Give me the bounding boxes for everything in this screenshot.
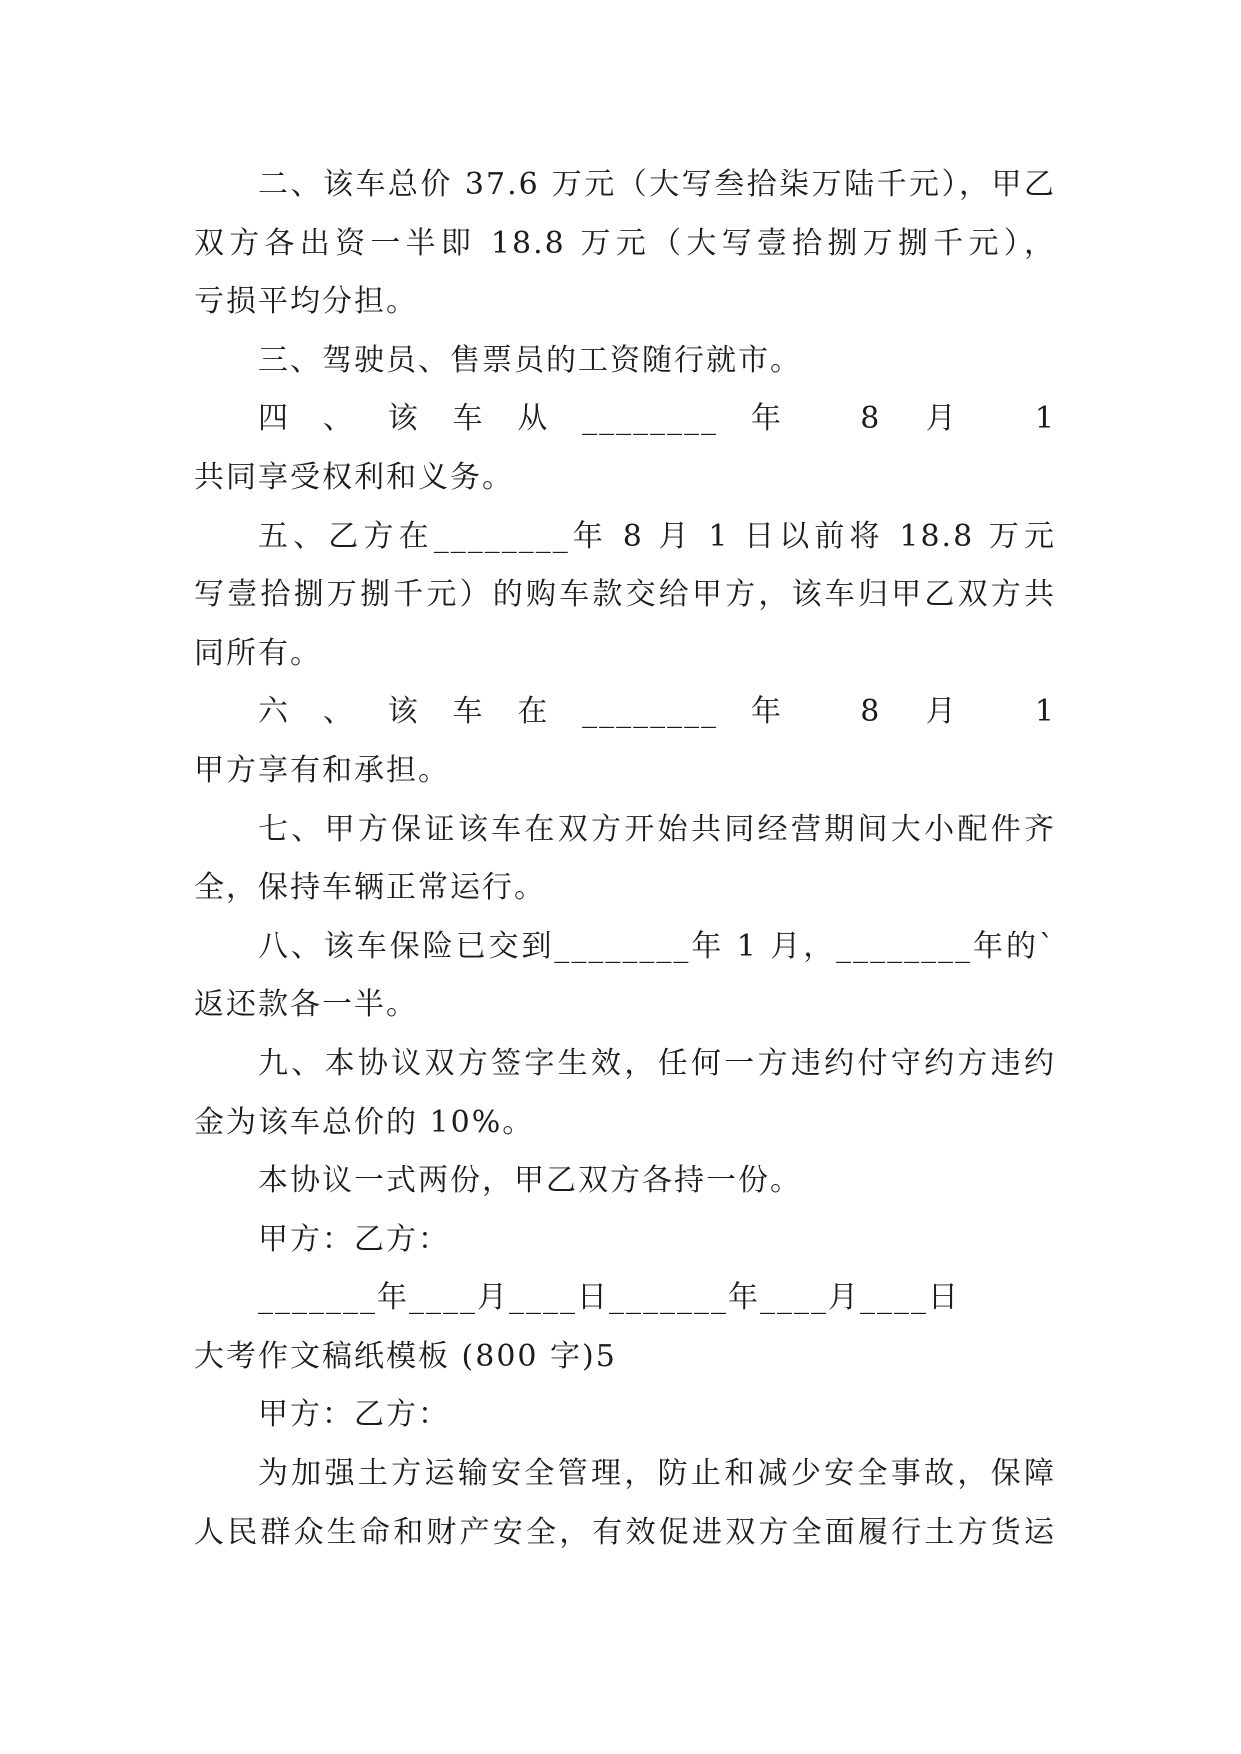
signature-parties-2 <box>194 1386 1056 1445</box>
signature-dates <box>194 1269 1056 1328</box>
paragraph-line: 亏损平均分担。 <box>194 284 418 320</box>
paragraph-line: 金为该车总价的 10%。 <box>194 1104 535 1140</box>
paragraph-line: 六、该车在________年 8 月 1 <box>258 694 1056 730</box>
paragraph-copies <box>194 1152 1056 1211</box>
document-body <box>194 156 1056 1562</box>
paragraph-line: 甲方：乙方： <box>258 1221 450 1257</box>
paragraph-line: 五、乙方在________年 8 月 1 日以前将 18.8 万元 <box>258 518 1056 554</box>
paragraph-breach <box>194 1035 1056 1152</box>
paragraph-line: 甲方享有和承担。 <box>194 752 450 788</box>
paragraph-wages <box>194 332 1056 391</box>
paragraph-line: 甲方：乙方： <box>258 1397 450 1433</box>
paragraph-line: 双方各出资一半即 18.8 万元（大写壹拾捌万捌千元）， <box>194 225 1056 261</box>
paragraph-line: 八、该车保险已交到________年 1 月，________年的` <box>258 928 1056 964</box>
section-title <box>194 1328 1056 1387</box>
paragraph-line: 九、本协议双方签字生效，任何一方违约付守约方违约 <box>258 1045 1056 1081</box>
section-title-line: 大考作文稿纸模板 (800 字)5 <box>194 1338 617 1374</box>
paragraph-insurance <box>194 918 1056 1035</box>
paragraph-line: 同所有。 <box>194 635 322 671</box>
paragraph-line: 二、该车总价 37.6 万元（大写叁拾柒万陆千元），甲乙 <box>258 167 1056 202</box>
signature-parties <box>194 1211 1056 1270</box>
paragraph-line: 为加强土方运输安全管理，防止和减少安全事故，保障 <box>258 1456 1056 1492</box>
paragraph-intro <box>194 1445 1056 1562</box>
paragraph-line: 返还款各一半。 <box>194 987 418 1023</box>
paragraph-line: 三、驾驶员、售票员的工资随行就市。 <box>258 342 802 378</box>
paragraph-joint-operation <box>194 390 1056 507</box>
paragraph-total-price <box>194 156 1056 332</box>
paragraph-line: 七、甲方保证该车在双方开始共同经营期间大小配件齐 <box>258 811 1056 847</box>
paragraph-line: 共同享受权利和义务。 <box>194 459 514 495</box>
paragraph-line: 全，保持车辆正常运行。 <box>194 870 546 906</box>
paragraph-line: 四、该车从________年 8 月 1 <box>258 401 1056 437</box>
paragraph-parts-guarantee <box>194 801 1056 918</box>
paragraph-payment <box>194 508 1056 684</box>
paragraph-line: 写壹拾捌万捌千元）的购车款交给甲方，该车归甲乙双方共 <box>194 577 1056 613</box>
paragraph-line: 人民群众生命和财产安全，有效促进双方全面履行土方货运 <box>194 1514 1056 1550</box>
paragraph-debts <box>194 683 1056 800</box>
paragraph-line: 本协议一式两份，甲乙双方各持一份。 <box>258 1163 802 1199</box>
paragraph-line: _______年____月____日_______年____月____日 <box>258 1280 960 1316</box>
